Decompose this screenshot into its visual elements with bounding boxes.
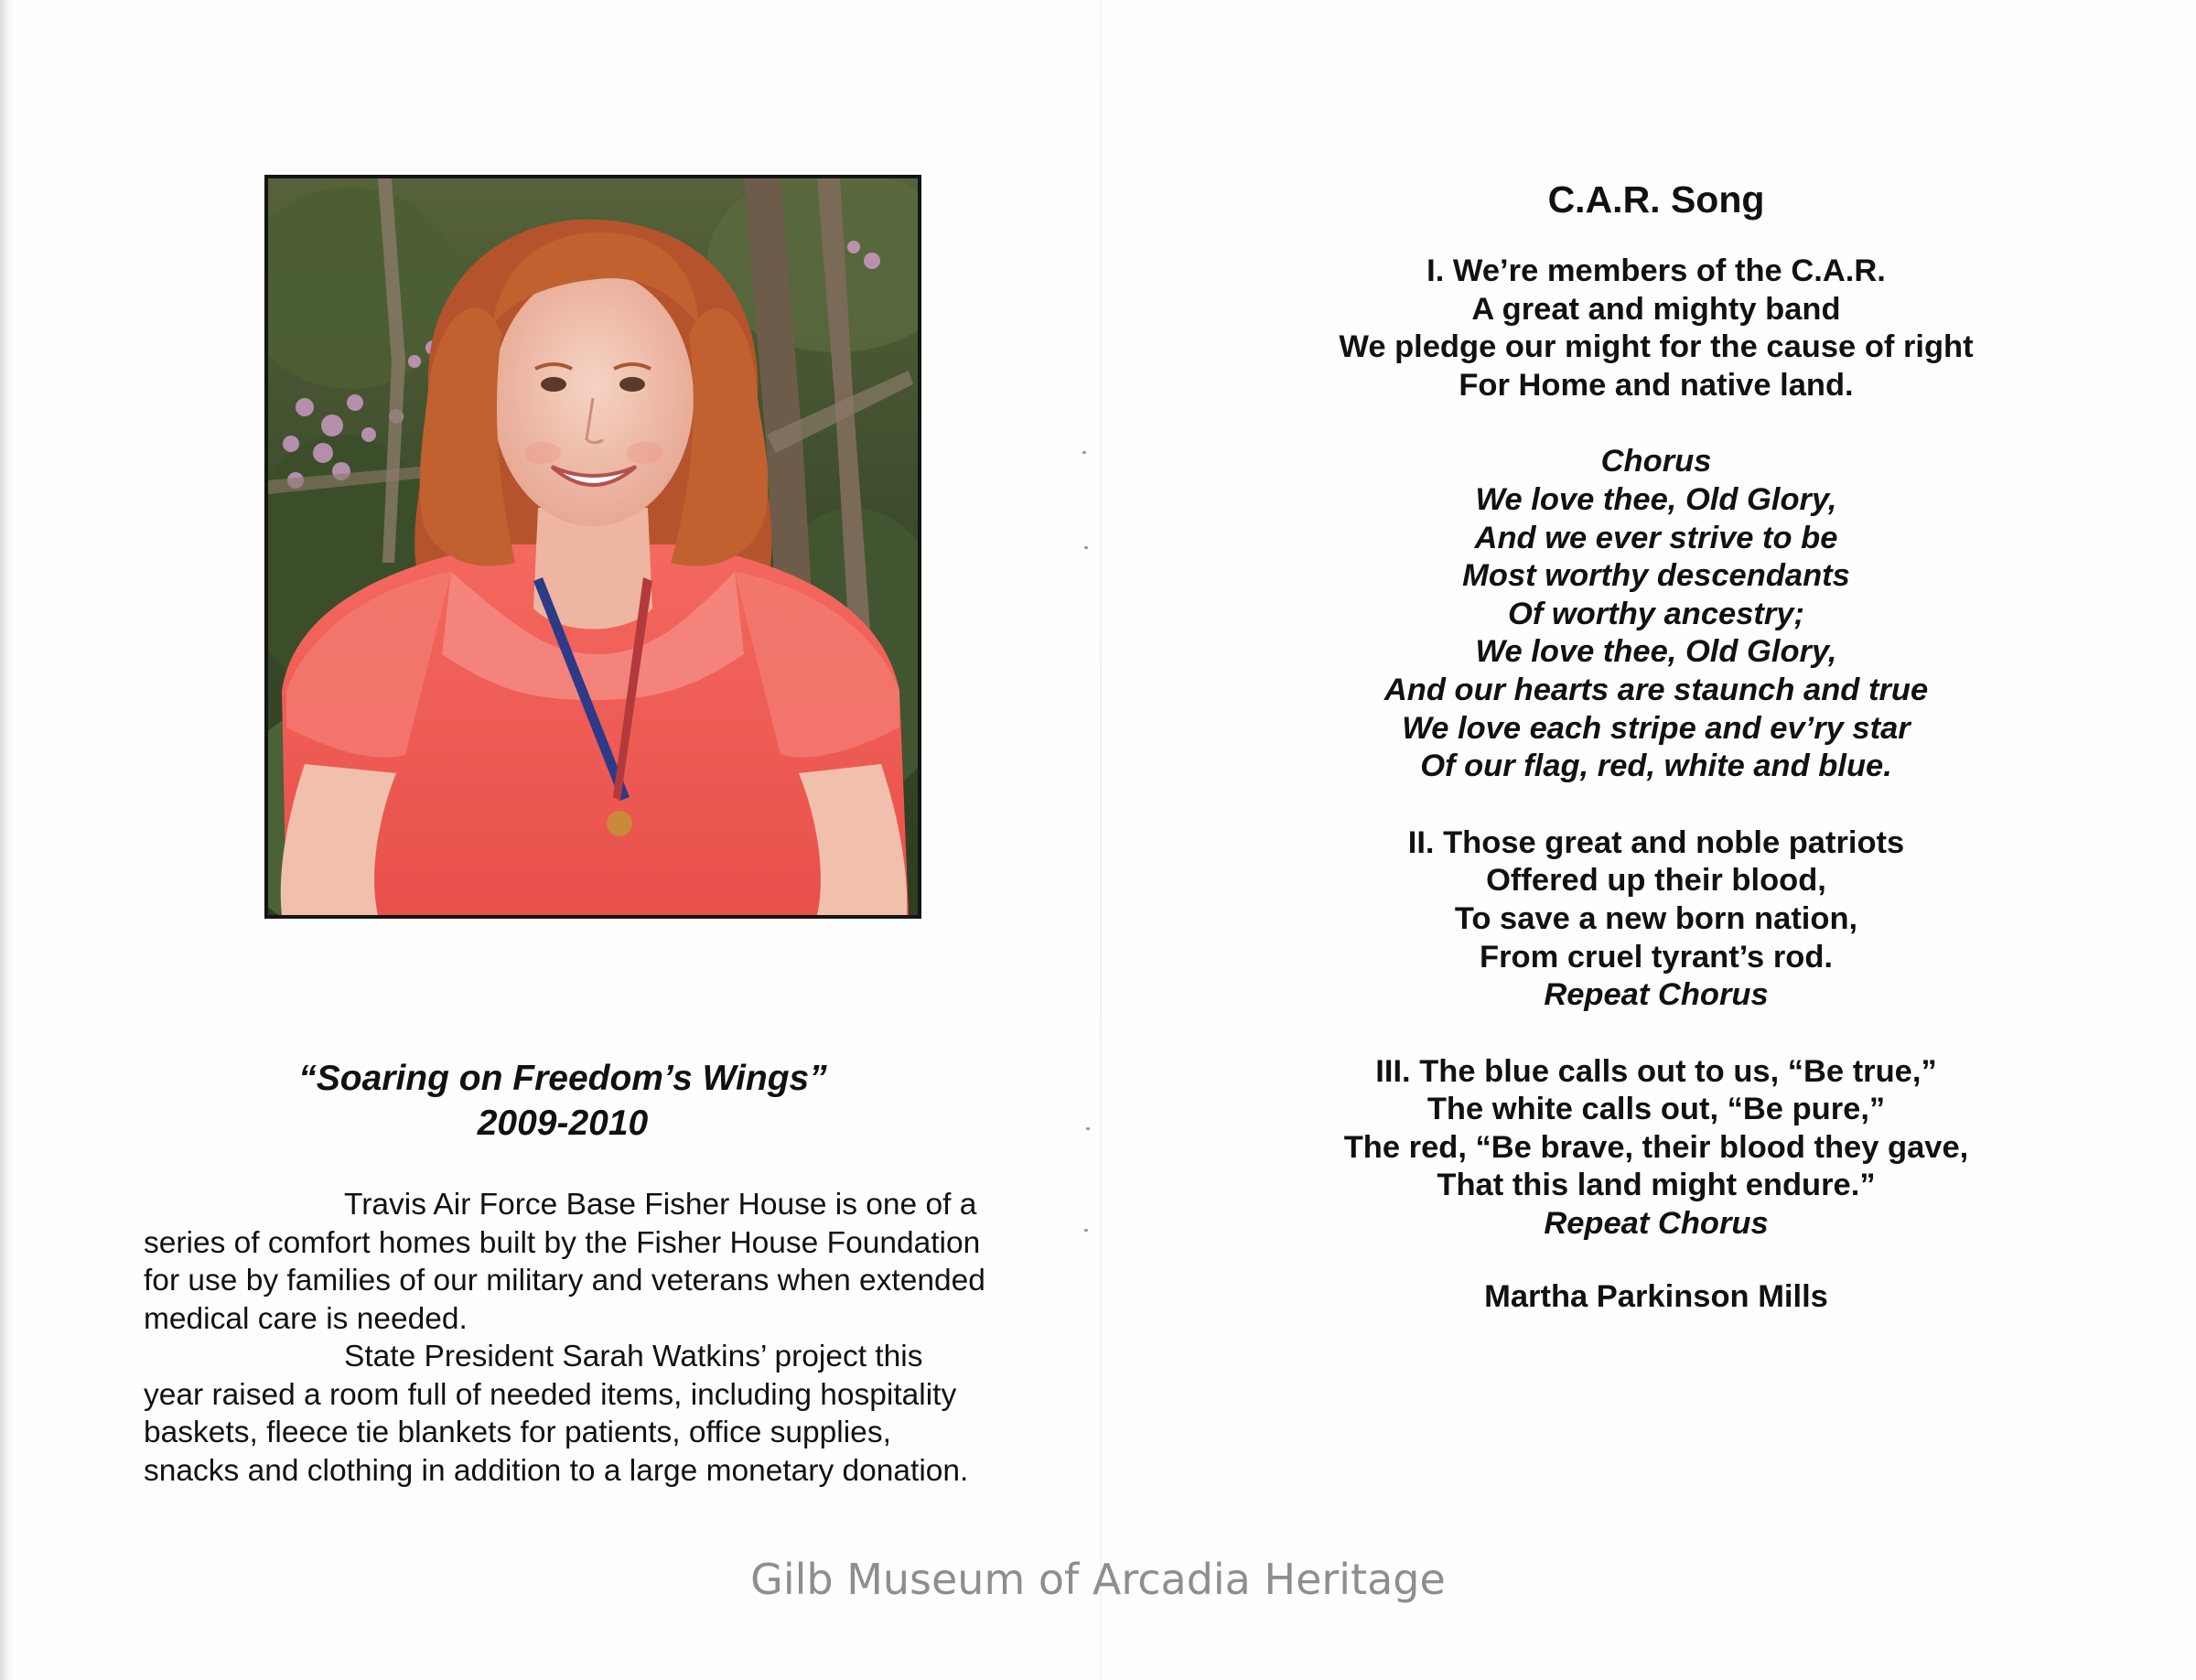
chorus-line: Most worthy descendants bbox=[1462, 558, 1850, 594]
chorus-line: Of worthy ancestry; bbox=[1508, 596, 1804, 631]
scan-speck bbox=[1086, 1127, 1090, 1130]
museum-watermark: Gilb Museum of Arcadia Heritage bbox=[750, 1555, 1446, 1604]
lyric-line: Offered up their blood, bbox=[1486, 863, 1826, 899]
verse-one bbox=[1263, 253, 2050, 404]
lyric-line: To save a new born nation, bbox=[1454, 900, 1858, 936]
scan-speck bbox=[1082, 451, 1086, 454]
chorus bbox=[1263, 443, 2050, 785]
song-title: C.A.R. Song bbox=[1547, 178, 1765, 221]
portrait-photo-icon bbox=[268, 178, 918, 915]
lyric-line: II. Those great and noble patriots bbox=[1407, 824, 1905, 860]
lyric-line: III. The blue calls out to us, “Be true,” bbox=[1375, 1053, 1937, 1089]
theme-year: 2009-2010 bbox=[477, 1104, 649, 1143]
page-fold bbox=[1100, 0, 1102, 1680]
scan-edge-shadow bbox=[0, 0, 13, 1680]
project-description bbox=[144, 1186, 985, 1490]
scan-speck bbox=[1084, 546, 1088, 549]
song-author: Martha Parkinson Mills bbox=[1484, 1278, 1828, 1314]
portrait-photo bbox=[264, 175, 921, 919]
lyric-line: From cruel tyrant’s rod. bbox=[1480, 939, 1833, 975]
chorus-line: And our hearts are staunch and true bbox=[1383, 672, 1929, 707]
paragraph-state-project: State President Sarah Watkins’ project this year raised a room full of needed items, including hospitality baskets, fleece tie blankets for patients, office supplies, snacks and clothing in addition to a large monetary donation. bbox=[144, 1340, 969, 1488]
theme-title: “Soaring on Freedom’s Wings” bbox=[298, 1059, 827, 1098]
chorus-line: We love thee, Old Glory, bbox=[1475, 634, 1837, 670]
lyric-line: The red, “Be brave, their blood they gave, bbox=[1343, 1129, 1969, 1165]
lyric-line: The white calls out, “Be pure,” bbox=[1426, 1092, 1886, 1127]
lyric-line: For Home and native land. bbox=[1459, 367, 1854, 403]
scan-speck bbox=[1084, 1229, 1088, 1232]
paragraph-fisher-house: Travis Air Force Base Fisher House is one of a series of comfort homes built by the Fisher House Foundation for use by families of our military and veterans when extended medical care is needed. bbox=[144, 1188, 985, 1336]
verse-three bbox=[1263, 1053, 2050, 1244]
lyric-line: That this land might endure.” bbox=[1437, 1168, 1876, 1203]
lyric-line: A great and mighty band bbox=[1471, 291, 1841, 327]
chorus-line: We love each stripe and ev’ry star bbox=[1402, 710, 1911, 746]
repeat-chorus-note: Repeat Chorus bbox=[1544, 977, 1769, 1013]
lyric-line: We pledge our might for the cause of right bbox=[1339, 329, 1974, 365]
chorus-line: And we ever strive to be bbox=[1474, 520, 1838, 555]
repeat-chorus-note: Repeat Chorus bbox=[1544, 1206, 1769, 1242]
chorus-line: We love thee, Old Glory, bbox=[1475, 481, 1837, 517]
lyric-line: I. We’re members of the C.A.R. bbox=[1426, 253, 1886, 288]
verse-two bbox=[1263, 824, 2050, 1015]
chorus-heading: Chorus bbox=[1600, 444, 1712, 479]
song-lyrics bbox=[1263, 174, 2050, 1316]
chorus-line: Of our flag, red, white and blue. bbox=[1420, 748, 1892, 784]
